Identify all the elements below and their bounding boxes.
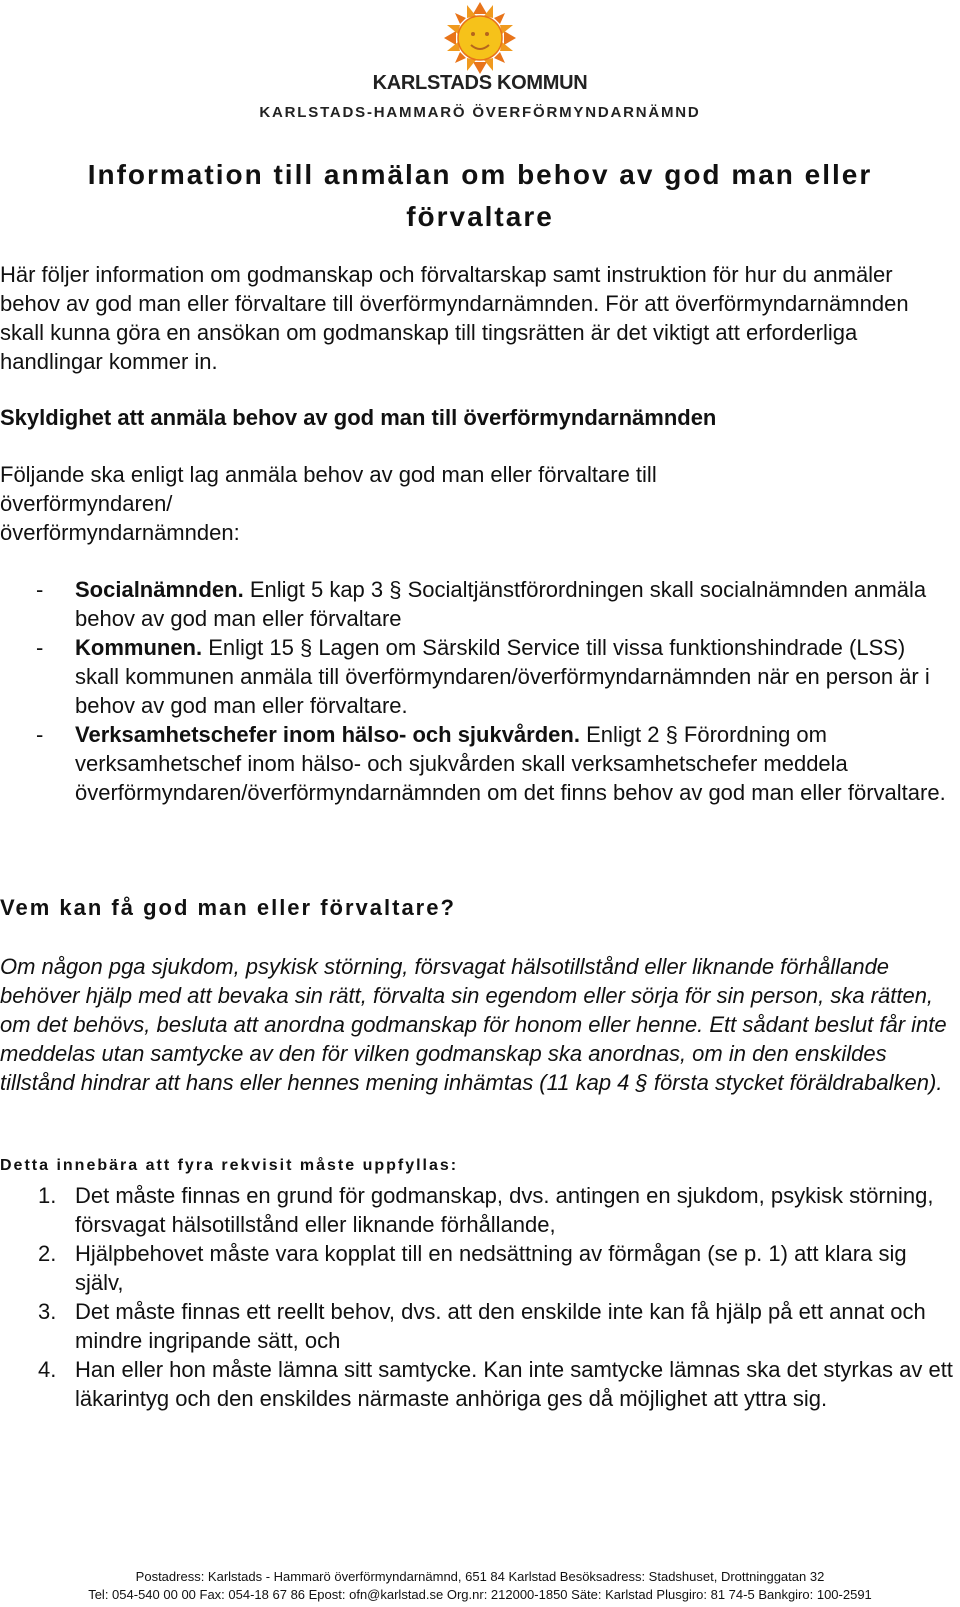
- footer-contact: Tel: 054-540 00 00 Fax: 054-18 67 86 Epost: ofn@karlstad.se Org.nr: 212000-1850 Säte: Karlstad Plusgiro: 81 74-5 Bankgiro: 100-2591: [88, 1587, 872, 1602]
- list-item-text: Det måste finnas en grund för godmanskap, dvs. antingen en sjukdom, psykisk störning, försvagat hälsotillstånd eller liknande förhållande,: [75, 1183, 934, 1237]
- sun-logo-icon: [432, 0, 528, 80]
- list-item-text: Han eller hon måste lämna sitt samtycke. Kan inte samtycke lämnas ska det styrkas av ett läkarintyg och den enskildes närmaste anhöriga ges då möjlighet att yttra sig.: [75, 1357, 953, 1411]
- list-item-bold: Kommunen.: [75, 635, 203, 660]
- footer-address: Postadress: Karlstads - Hammarö överförmyndarnämnd, 651 84 Karlstad Besöksadress: Stadshuset, Drottninggatan 32: [135, 1569, 825, 1584]
- list-item: [0, 1239, 955, 1297]
- list-item-bold: Verksamhetschefer inom hälso- och sjukvården.: [75, 722, 580, 747]
- org-name: KARLSTADS KOMMUN: [372, 72, 588, 94]
- list-item-text: Enligt 5 kap 3 § Socialtjänstförordningen skall socialnämnden anmäla behov av god man eller förvaltare: [75, 577, 927, 631]
- list-item: [0, 1297, 955, 1355]
- list-marker: -: [36, 722, 44, 747]
- list-item: [0, 1181, 955, 1239]
- duty-list: [0, 575, 955, 807]
- duty-lead: [0, 460, 955, 547]
- list-marker: -: [36, 635, 44, 660]
- list-item-text: Det måste finnas ett reellt behov, dvs. att den enskilde inte kan få hjälp på ett annat och mindre ingripande sätt, och: [75, 1299, 926, 1353]
- duty-heading: Skyldighet att anmäla behov av god man till överförmyndarnämnden: [0, 405, 717, 430]
- list-item-bold: Socialnämnden.: [75, 577, 244, 602]
- list-number: 3.: [38, 1299, 57, 1324]
- page-title: Information till anmälan om behov av god man eller förvaltare: [87, 159, 873, 232]
- list-item: [0, 633, 955, 720]
- who-paragraph: Om någon pga sjukdom, psykisk störning, försvagat hälsotillstånd eller liknande förhållande behöver hjälp med att bevaka sin rätt, förvalta sin egendom eller sörja för sin person, ska rätten, om det behövs, besluta att anordna godmanskap för honom eller henne. Ett sådant beslut får inte meddelas utan samtycke av den för vilken godmanskap ska anordnas, om in den enskildes tillstånd hindrar att hans eller hennes mening inhämtas (11 kap 4 § första stycket föräldrabalken).: [0, 954, 947, 1095]
- duty-lead-line: överförmyndaren/: [0, 491, 173, 516]
- list-item: [0, 720, 955, 807]
- list-item-text: Enligt 2 § Förordning om verksamhetschef inom hälso- och sjukvården skall verksamhetschefer meddela överförmyndaren/överförmyndarnämnden om det finns behov av god man eller förvaltare.: [75, 722, 946, 805]
- requirements-list: [0, 1181, 955, 1413]
- list-marker: -: [36, 577, 44, 602]
- org-subtitle: KARLSTADS-HAMMARÖ ÖVERFÖRMYNDARNÄMND: [259, 104, 701, 121]
- intro-paragraph: Här följer information om godmanskap och förvaltarskap samt instruktion för hur du anmäler behov av god man eller förvaltare till överförmyndarnämnden. För att överförmyndarnämnden skall kunna göra en ansökan om godmanskap till tingsrätten är det viktigt att erforderliga handlingar kommer in.: [0, 262, 909, 374]
- list-number: 4.: [38, 1357, 57, 1382]
- duty-lead-line: Följande ska enligt lag anmäla behov av god man eller förvaltare till: [0, 462, 657, 487]
- duty-lead-line: överförmyndarnämnden:: [0, 520, 240, 545]
- who-heading: Vem kan få god man eller förvaltare?: [0, 895, 456, 920]
- list-number: 1.: [38, 1183, 57, 1208]
- list-item: [0, 575, 955, 633]
- list-number: 2.: [38, 1241, 57, 1266]
- list-item-text: Hjälpbehovet måste vara kopplat till en nedsättning av förmågan (se p. 1) att klara sig själv,: [75, 1241, 907, 1295]
- list-item: [0, 1355, 955, 1413]
- list-item-text: Enligt 15 § Lagen om Särskild Service till vissa funktionshindrade (LSS) skall kommunen anmäla till överförmyndaren/överförmyndarnämnden när en person är i behov av god man eller förvaltare.: [75, 635, 930, 718]
- requirements-heading: Detta innebära att fyra rekvisit måste uppfyllas:: [0, 1157, 459, 1174]
